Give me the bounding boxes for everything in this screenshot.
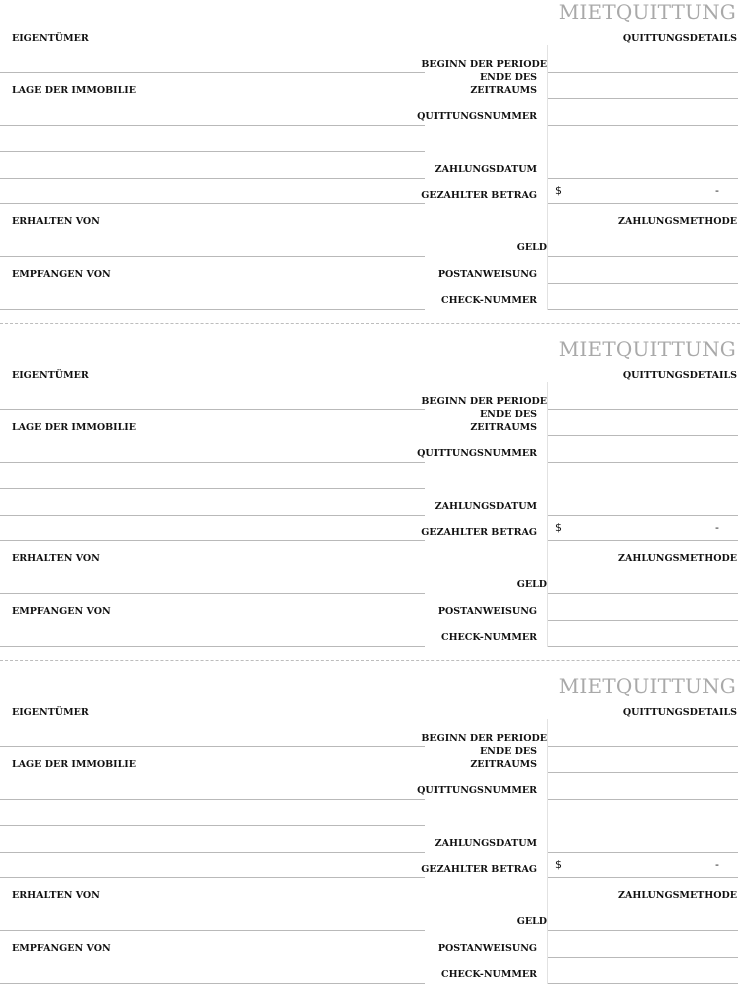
receipt-number-label: QUITTUNGSNUMMER <box>417 111 537 122</box>
details-header: QUITTUNGSDETAILS <box>622 33 737 44</box>
amount-paid-label: GEZAHLTER BETRAG <box>421 190 537 201</box>
receipt-title: MIETQUITTUNG <box>558 674 736 698</box>
cash-field[interactable] <box>548 593 738 594</box>
landlord-field[interactable] <box>0 72 425 73</box>
cash-label: GELD <box>516 579 547 590</box>
cut-line-1 <box>0 323 740 324</box>
payment-method-header: ZAHLUNGSMETHODE <box>618 553 737 564</box>
received-by-field[interactable] <box>0 309 425 310</box>
landlord-label: EIGENTÜMER <box>12 707 89 718</box>
received-from-label: ERHALTEN VON <box>12 890 100 901</box>
amount-paid-value[interactable]: - <box>715 521 719 534</box>
rent-receipt-3 <box>0 674 740 999</box>
period-end-field[interactable] <box>548 772 738 773</box>
period-end-label-line-1: ENDE DES <box>479 72 537 83</box>
money-order-field[interactable] <box>548 620 738 621</box>
landlord-label: EIGENTÜMER <box>12 33 89 44</box>
period-end-field[interactable] <box>548 435 738 436</box>
period-end-field[interactable] <box>548 98 738 99</box>
received-from-label: ERHALTEN VON <box>12 216 100 227</box>
received-by-label: EMPFANGEN VON <box>12 269 111 280</box>
amount-paid-field[interactable] <box>548 877 738 878</box>
period-start-label: BEGINN DER PERIODE <box>421 733 547 744</box>
property-field-line-1[interactable] <box>0 799 425 800</box>
check-number-field[interactable] <box>548 309 738 310</box>
property-label: LAGE DER IMMOBILIE <box>12 422 136 433</box>
amount-paid-label: GEZAHLTER BETRAG <box>421 864 537 875</box>
payment-method-header: ZAHLUNGSMETHODE <box>618 890 737 901</box>
cash-field[interactable] <box>548 256 738 257</box>
received-by-label: EMPFANGEN VON <box>12 606 111 617</box>
payment-date-field[interactable] <box>548 515 738 516</box>
received-by-label: EMPFANGEN VON <box>12 943 111 954</box>
received-from-field[interactable] <box>0 256 425 257</box>
property-field-line-1[interactable] <box>0 462 425 463</box>
receipt-number-label: QUITTUNGSNUMMER <box>417 448 537 459</box>
property-field-line-4[interactable] <box>0 877 425 878</box>
property-field-line-4[interactable] <box>0 540 425 541</box>
amount-paid-field[interactable] <box>548 540 738 541</box>
received-from-field[interactable] <box>0 930 425 931</box>
receipt-number-field[interactable] <box>548 125 738 126</box>
currency-symbol: $ <box>555 521 562 534</box>
cash-label: GELD <box>516 242 547 253</box>
period-start-field[interactable] <box>548 746 738 747</box>
receipt-number-field[interactable] <box>548 799 738 800</box>
payment-method-header: ZAHLUNGSMETHODE <box>618 216 737 227</box>
currency-symbol: $ <box>555 184 562 197</box>
currency-symbol: $ <box>555 858 562 871</box>
period-end-label-line-2: ZEITRAUMS <box>470 422 537 433</box>
payment-date-label: ZAHLUNGSDATUM <box>434 501 537 512</box>
cut-line-2 <box>0 660 740 661</box>
period-end-label-line-1: ENDE DES <box>479 409 537 420</box>
rent-receipt-2 <box>0 337 740 662</box>
receipt-number-label: QUITTUNGSNUMMER <box>417 785 537 796</box>
property-field-line-2[interactable] <box>0 488 425 489</box>
cash-label: GELD <box>516 916 547 927</box>
period-start-field[interactable] <box>548 409 738 410</box>
received-by-field[interactable] <box>0 983 425 984</box>
period-end-label-line-1: ENDE DES <box>479 746 537 757</box>
amount-paid-value[interactable]: - <box>715 184 719 197</box>
property-field-line-1[interactable] <box>0 125 425 126</box>
details-header: QUITTUNGSDETAILS <box>622 707 737 718</box>
rent-receipt-1 <box>0 0 740 325</box>
received-from-field[interactable] <box>0 593 425 594</box>
payment-date-field[interactable] <box>548 178 738 179</box>
period-start-label: BEGINN DER PERIODE <box>421 396 547 407</box>
receipt-number-field[interactable] <box>548 462 738 463</box>
landlord-field[interactable] <box>0 746 425 747</box>
payment-date-label: ZAHLUNGSDATUM <box>434 838 537 849</box>
receipt-title: MIETQUITTUNG <box>558 337 736 361</box>
property-field-line-4[interactable] <box>0 203 425 204</box>
cash-field[interactable] <box>548 930 738 931</box>
money-order-field[interactable] <box>548 283 738 284</box>
property-field-line-2[interactable] <box>0 825 425 826</box>
check-number-field[interactable] <box>548 646 738 647</box>
amount-paid-value[interactable]: - <box>715 858 719 871</box>
property-label: LAGE DER IMMOBILIE <box>12 759 136 770</box>
amount-paid-field[interactable] <box>548 203 738 204</box>
period-start-label: BEGINN DER PERIODE <box>421 59 547 70</box>
property-field-line-3[interactable] <box>0 178 425 179</box>
details-header: QUITTUNGSDETAILS <box>622 370 737 381</box>
property-field-line-3[interactable] <box>0 852 425 853</box>
money-order-label: POSTANWEISUNG <box>437 269 537 280</box>
money-order-label: POSTANWEISUNG <box>437 606 537 617</box>
check-number-label: CHECK-NUMMER <box>441 632 537 643</box>
payment-date-label: ZAHLUNGSDATUM <box>434 164 537 175</box>
amount-paid-label: GEZAHLTER BETRAG <box>421 527 537 538</box>
check-number-label: CHECK-NUMMER <box>441 295 537 306</box>
received-by-field[interactable] <box>0 646 425 647</box>
check-number-label: CHECK-NUMMER <box>441 969 537 980</box>
period-end-label-line-2: ZEITRAUMS <box>470 85 537 96</box>
landlord-field[interactable] <box>0 409 425 410</box>
landlord-label: EIGENTÜMER <box>12 370 89 381</box>
receipt-title: MIETQUITTUNG <box>558 0 736 24</box>
period-end-label-line-2: ZEITRAUMS <box>470 759 537 770</box>
property-label: LAGE DER IMMOBILIE <box>12 85 136 96</box>
period-start-field[interactable] <box>548 72 738 73</box>
received-from-label: ERHALTEN VON <box>12 553 100 564</box>
check-number-field[interactable] <box>548 983 738 984</box>
money-order-field[interactable] <box>548 957 738 958</box>
money-order-label: POSTANWEISUNG <box>437 943 537 954</box>
property-field-line-2[interactable] <box>0 151 425 152</box>
property-field-line-3[interactable] <box>0 515 425 516</box>
payment-date-field[interactable] <box>548 852 738 853</box>
